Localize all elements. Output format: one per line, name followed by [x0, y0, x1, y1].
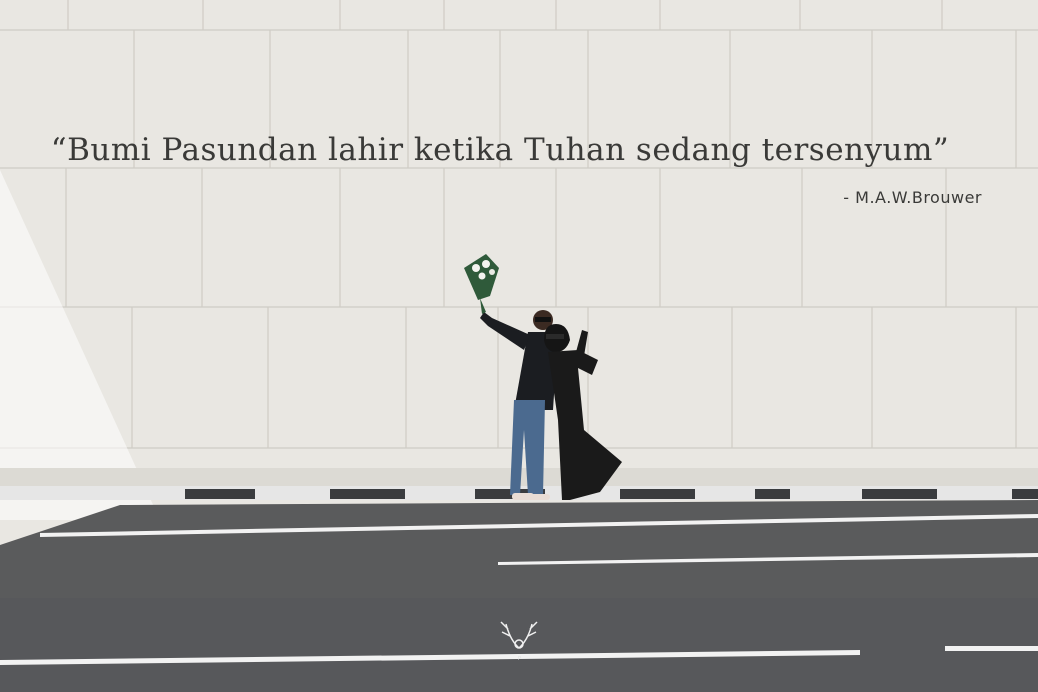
quote-author: - M.A.W.Brouwer: [843, 188, 982, 207]
watermark-text: P: [517, 656, 522, 662]
wall-quote: “Bumi Pasundan lahir ketika Tuhan sedang tersenyum”: [50, 132, 950, 168]
